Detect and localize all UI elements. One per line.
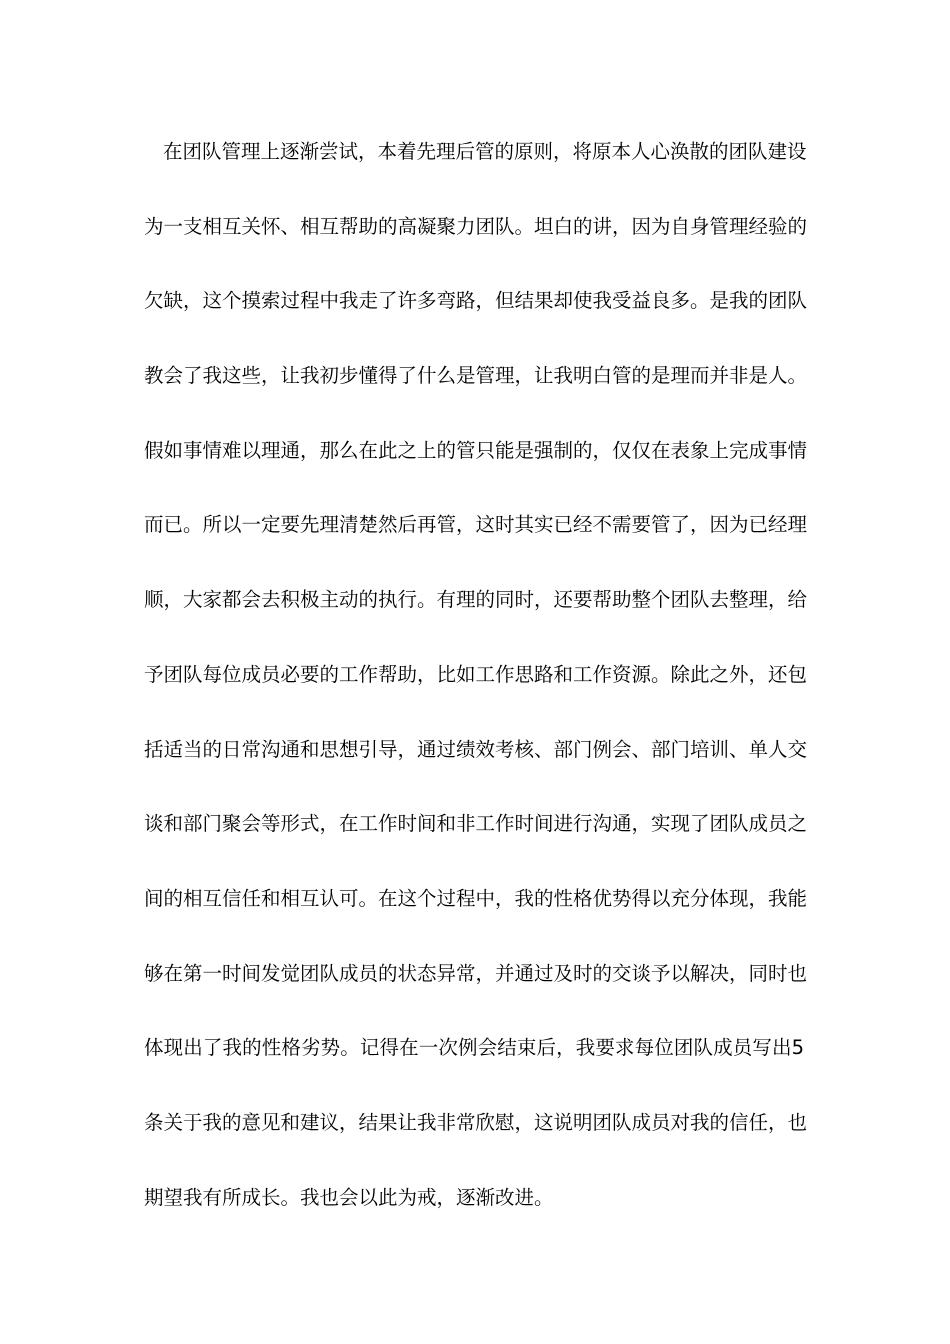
- paragraph-line-11: 间的相互信任和相互认可。在这个过程中，我的性格优势得以充分体现，我能: [144, 886, 808, 910]
- paragraph-line-9: 括适当的日常沟通和思想引导，通过绩效考核、部门例会、部门培训、单人交: [144, 737, 808, 761]
- paragraph-line-6: 而已。所以一定要先理清楚然后再管，这时其实已经不需要管了，因为已经理: [144, 513, 808, 537]
- paragraph-line-10: 谈和部门聚会等形式，在工作时间和非工作时间进行沟通，实现了团队成员之: [144, 812, 808, 836]
- body-paragraph: [144, 132, 808, 1252]
- paragraph-line-15: 期望我有所成长。我也会以此为戒，逐渐改进。: [144, 1185, 554, 1209]
- paragraph-line-7: 顺，大家都会去积极主动的执行。有理的同时，还要帮助整个团队去整理，给: [144, 588, 808, 612]
- paragraph-line-14: 条关于我的意见和建议，结果让我非常欣慰，这说明团队成员对我的信任，也: [144, 1110, 808, 1134]
- paragraph-line-5: 假如事情难以理通，那么在此之上的管只能是强制的，仅仅在表象上完成事情: [144, 438, 808, 462]
- paragraph-line-13: 体现出了我的性格劣势。记得在一次例会结束后，我要求每位团队成员写出5: [144, 1036, 804, 1060]
- paragraph-line-2: 为一支相互关怀、相互帮助的高凝聚力团队。坦白的讲，因为自身管理经验的: [144, 214, 808, 238]
- paragraph-line-8: 予团队每位成员必要的工作帮助，比如工作思路和工作资源。除此之外，还包: [144, 662, 808, 686]
- paragraph-line-12: 够在第一时间发觉团队成员的状态异常，并通过及时的交谈予以解决，同时也: [144, 961, 808, 985]
- paragraph-line-1: 在团队管理上逐渐尝试，本着先理后管的原则，将原本人心涣散的团队建设: [163, 140, 807, 163]
- paragraph-line-3: 欠缺，这个摸索过程中我走了许多弯路，但结果却使我受益良多。是我的团队: [144, 289, 808, 313]
- paragraph-line-4: 教会了我这些，让我初步懂得了什么是管理，让我明白管的是理而并非是人。: [144, 364, 808, 388]
